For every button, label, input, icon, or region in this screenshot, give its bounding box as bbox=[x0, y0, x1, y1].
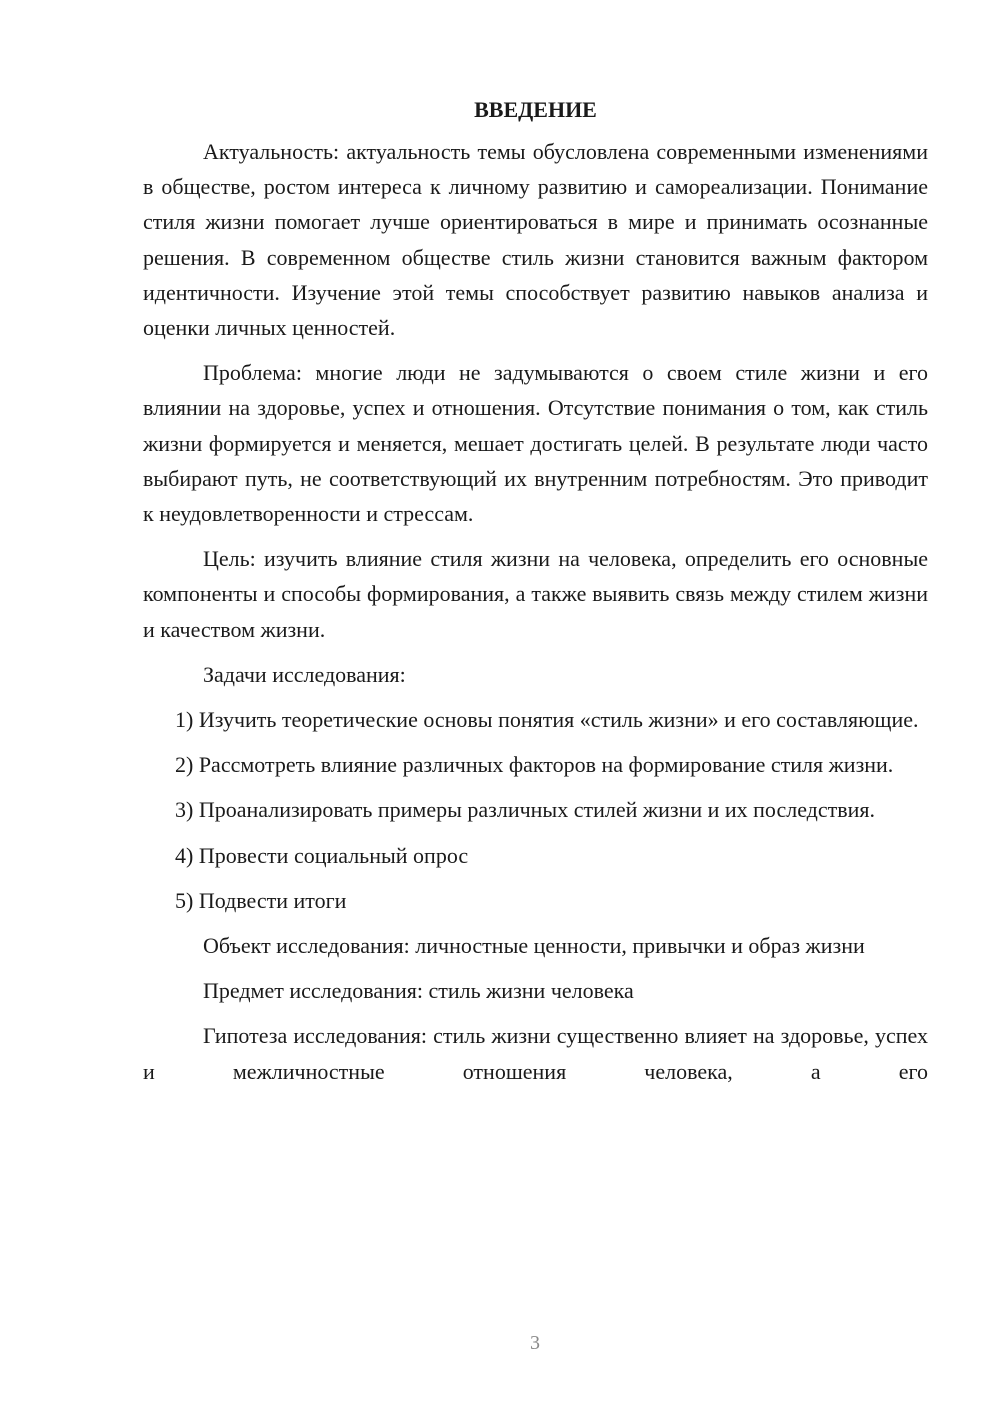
task-item-2: 2) Рассмотреть влияние различных факторов на формирование стиля жизни. bbox=[175, 752, 894, 778]
page-number: 3 bbox=[530, 1332, 540, 1354]
relevance-paragraph: Актуальность: актуальность темы обусловлена современными изменениями в обществе, ростом интереса к личному развитию и самореализации. Понимание стиля жизни помогает лучше ориентироваться в мире и принимать осознанные решения. В современном обществе стиль жизни становится важным фактором идентичности. Изучение этой темы способствует развитию навыков анализа и оценки личных ценностей. bbox=[143, 139, 928, 341]
task-item-3: 3) Проанализировать примеры различных стилей жизни и их последствия. bbox=[175, 797, 876, 823]
problem-paragraph: Проблема: многие люди не задумываются о своем стиле жизни и его влиянии на здоровье, успех и отношения. Отсутствие понимания о том, как стиль жизни формируется и меняется, мешает достигать целей. В результате люди часто выбирают путь, не соответствующий их внутренним потребностям. Это приводит к неудовлетворенности и стрессам. bbox=[143, 360, 928, 527]
object-paragraph: Объект исследования: личностные ценности, привычки и образ жизни bbox=[203, 933, 865, 959]
document-page bbox=[143, 92, 928, 1099]
goal-paragraph: Цель: изучить влияние стиля жизни на человека, определить его основные компоненты и способы формирования, а также выявить связь между стилем жизни и качеством жизни. bbox=[143, 546, 928, 642]
hypothesis-paragraph: Гипотеза исследования: стиль жизни существенно влияет на здоровье, успех и межличностные отношения человека, а его bbox=[143, 1023, 928, 1084]
subject-paragraph: Предмет исследования: стиль жизни человека bbox=[203, 978, 634, 1004]
tasks-heading: Задачи исследования: bbox=[203, 661, 406, 687]
task-item-4: 4) Провести социальный опрос bbox=[175, 842, 469, 868]
section-heading: ВВЕДЕНИЕ bbox=[474, 97, 597, 122]
task-item-5: 5) Подвести итоги bbox=[175, 887, 347, 913]
task-item-1: 1) Изучить теоретические основы понятия «стиль жизни» и его составляющие. bbox=[175, 707, 919, 733]
